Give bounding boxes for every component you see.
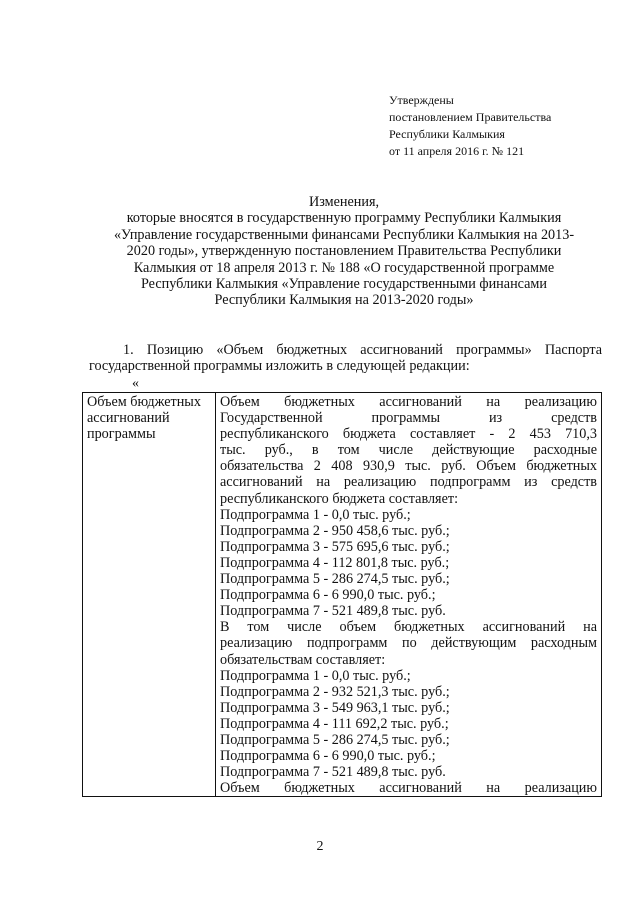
table-row [83,393,602,797]
content-line: тыс. руб., в том числе действующие расходные [220,442,597,459]
content-line: Подпрограмма 3 - 549 963,1 тыс. руб.; [220,699,450,716]
intro-line: 1. Позицию «Объем бюджетных ассигнований программы» Паспорта [123,342,602,358]
approval-line: Утверждены [389,93,454,107]
content-line: реализацию подпрограмм по действующим расходным [220,635,597,652]
title-line: 2020 годы», утвержденную постановлением Правительства Республики [126,243,562,260]
content-line: обязательства 2 408 930,9 тыс. руб. Объем бюджетных [220,458,597,475]
title-line: Республики Калмыкия на 2013-2020 годы» [214,292,474,309]
content-line: Подпрограмма 1 - 0,0 тыс. руб.; [220,506,411,523]
approval-line: постановлением Правительства [389,110,552,124]
content-line: Подпрограмма 7 - 521 489,8 тыс. руб. [220,603,446,620]
content-line: обязательствам составляет: [220,651,386,668]
table-label-cell [83,393,216,797]
label-line: ассигнований [87,410,170,427]
label-line: Объем бюджетных [87,394,201,410]
content-line: Объем бюджетных ассигнований на реализацию [220,394,597,410]
content-line: Подпрограмма 4 - 112 801,8 тыс. руб.; [220,554,450,571]
content-line: В том числе объем бюджетных ассигнований на [220,619,597,636]
intro-line: государственной программы изложить в следующей редакции: [89,358,470,375]
content-line: Подпрограмма 3 - 575 695,6 тыс. руб.; [220,538,450,555]
content-line: Подпрограмма 4 - 111 692,2 тыс. руб.; [220,715,449,732]
content-line: Объем бюджетных ассигнований на реализацию [220,780,597,797]
title-line: «Управление государственными финансами Республики Калмыкия на 2013- [113,226,575,243]
title-line: Калмыкия от 18 апреля 2013 г. № 188 «О государственной программе [133,259,555,276]
content-line: республиканского бюджета составляет - 2 453 710,3 [220,426,597,443]
content-line: Подпрограмма 6 - 6 990,0 тыс. руб.; [220,587,436,604]
content-line: Подпрограмма 1 - 0,0 тыс. руб.; [220,667,411,684]
budget-table [82,392,602,797]
content-line: Подпрограмма 5 - 286 274,5 тыс. руб.; [220,571,450,588]
intro-paragraph [89,342,602,375]
content-line: ассигнований на реализацию подпрограмм из средств [220,474,597,491]
approval-line: от 11 апреля 2016 г. № 121 [389,144,525,158]
title-line: Изменения, [308,194,380,210]
table-content-cell [216,393,602,797]
page-number: 2 [316,839,324,854]
title-line: Республики Калмыкия «Управление государственными финансами [140,276,548,293]
content-line: Подпрограмма 5 - 286 274,5 тыс. руб.; [220,731,450,748]
title-line: которые вносятся в государственную программу Республики Калмыкия [126,210,562,227]
approval-stamp [389,92,551,160]
content-line: Подпрограмма 7 - 521 489,8 тыс. руб. [220,764,446,781]
content-line: Подпрограмма 2 - 932 521,3 тыс. руб.; [220,683,450,700]
approval-line: Республики Калмыкия [389,127,505,141]
label-line: программы [87,426,156,443]
content-line: Государственной программы из средств [220,410,597,427]
content-line: республиканского бюджета составляет: [220,490,459,507]
document-title [80,194,608,309]
content-line: Подпрограмма 6 - 6 990,0 тыс. руб.; [220,748,436,765]
content-line: Подпрограмма 2 - 950 458,6 тыс. руб.; [220,522,450,539]
opening-quote: « [132,376,139,391]
